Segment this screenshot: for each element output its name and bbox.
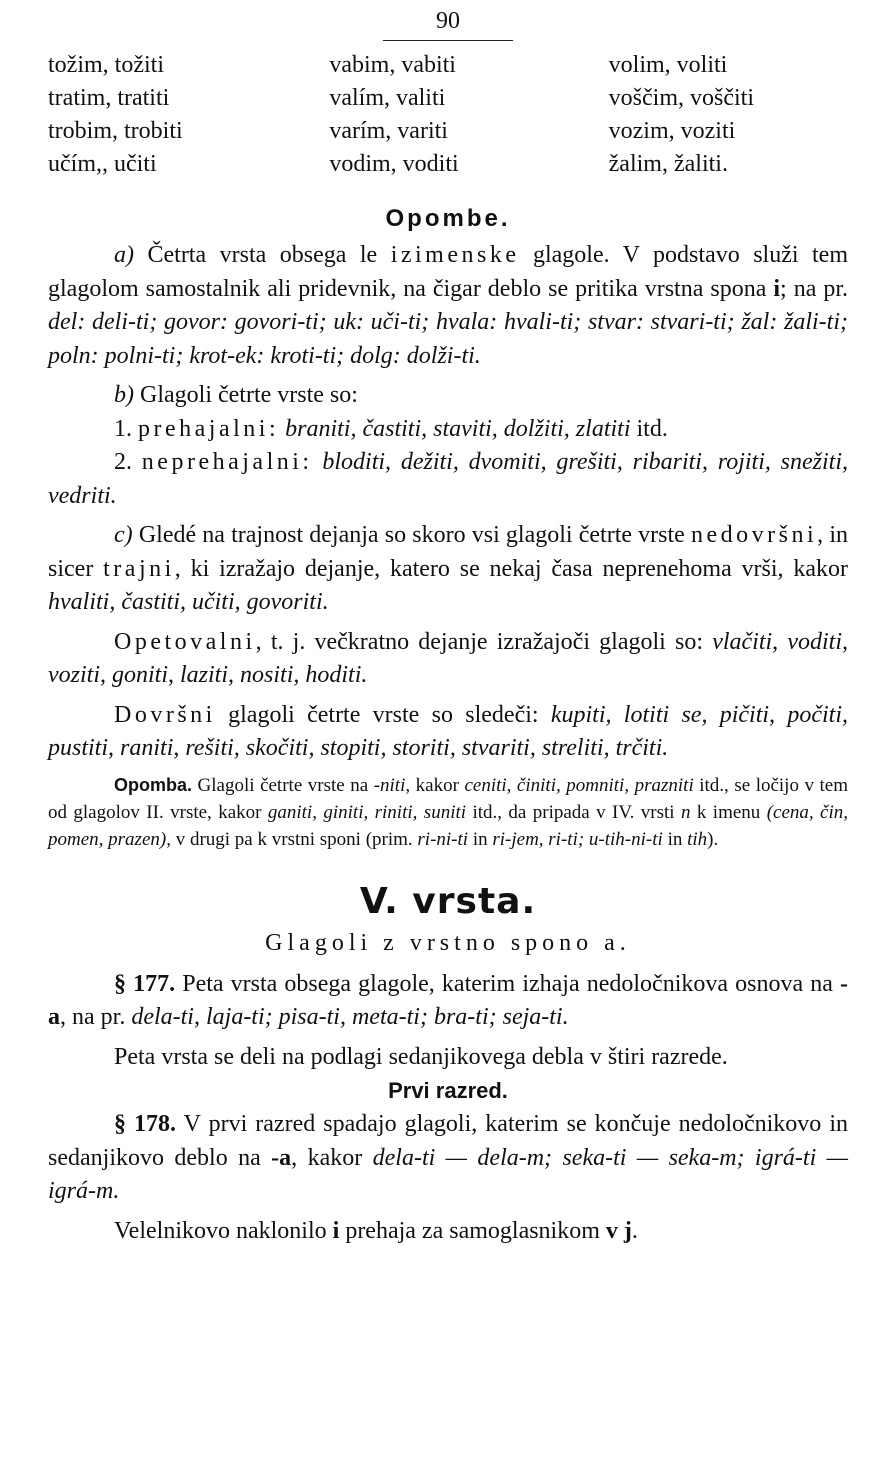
- paragraph-text: Velelnikovo naklonilo: [114, 1217, 327, 1244]
- word-entry: voščim, voščiti: [608, 85, 754, 111]
- paragraph-suffix: -a: [48, 970, 848, 1030]
- word-entry: tratim, tratiti: [48, 85, 170, 111]
- opetovalni-text: , t. j. večkratno dejanje izražajoči glagoli so:: [255, 628, 704, 655]
- small-note-text: in: [472, 828, 488, 850]
- note-b-text: Glagoli četrte vrste so:: [140, 382, 358, 408]
- word-entry: varím, variti: [329, 118, 448, 144]
- item-end: itd.: [636, 415, 668, 442]
- word-columns: [48, 49, 848, 181]
- notes-heading: Opombe.: [385, 205, 511, 232]
- page: [48, 6, 848, 1248]
- note-b-label: b): [114, 382, 134, 408]
- paragraph-text-2: , kakor: [291, 1144, 363, 1171]
- small-note-example: ganiti, giniti, riniti, suniti: [267, 801, 467, 823]
- dovrsni-examples: kupiti, lotiti se, pičiti, počiti, pustiti, raniti, rešiti, skočiti, stopiti, storiti, stvariti, streliti, trčiti.: [48, 701, 849, 761]
- small-note: [48, 772, 848, 853]
- word-entry: vabim, vabiti: [329, 52, 456, 78]
- note-a-text-2: glagole. V podstavo služi tem glagolom samostalnik ali pridevnik, na čigar deblo se pritika vrstna spona: [48, 242, 848, 302]
- note-c-term-1: nedovršni: [691, 522, 818, 548]
- dovrsni-paragraph: [48, 699, 848, 766]
- item-label: prehajalni:: [138, 415, 280, 442]
- small-note-text: itd., da pripada v IV. vrsti: [472, 801, 675, 823]
- note-a-term: izimenske: [390, 242, 520, 268]
- paragraph-number: § 177.: [114, 970, 176, 997]
- note-c-text: Gledé na trajnost dejanja so skoro vsi glagoli četrte vrste: [138, 522, 685, 548]
- note-b: [48, 379, 848, 413]
- note-a-spona: i: [773, 275, 781, 302]
- note-c-text-2: , in sicer: [48, 522, 849, 582]
- paragraph-text-2: prehaja za samoglasnikom: [345, 1217, 600, 1244]
- paragraph-text: V prvi razred spadajo glagoli, katerim se končuje nedoločnikovo in sedanjikovo deblo na: [48, 1111, 849, 1171]
- word-entry: učím,, učiti: [48, 151, 157, 177]
- small-note-text: itd., se ločijo v tem od glagolov II. vrste, kakor: [48, 774, 849, 823]
- paragraph-letter-i: i: [332, 1217, 340, 1244]
- note-a-text: Četrta vrsta obsega le: [147, 242, 378, 268]
- item-examples: bloditi, dežiti, dvomiti, grešiti, ribariti, rojiti, snežiti, vedriti.: [48, 449, 849, 509]
- paragraph-end: .: [631, 1217, 638, 1244]
- dovrsni-term: Dovršni: [114, 701, 216, 728]
- note-c-examples: hvaliti, častiti, učiti, govoriti.: [48, 589, 329, 615]
- paragraph-examples: dela-ti, laja-ti; pisa-ti, meta-ti; bra-ti; seja-ti.: [131, 1004, 569, 1030]
- word-entry: tožim, tožiti: [48, 52, 164, 78]
- opetovalni-paragraph: [48, 626, 848, 693]
- section-subtitle: Glagoli z vrstno spono a.: [265, 929, 631, 956]
- note-a-examples: del: deli-ti; govor: govori-ti; uk: uči-ti; hvala: hvali-ti; stvar: stvari-ti; žal: žali-ti; poln: polni-ti; krot-ek: kroti-ti; dolg: dolži-ti.: [48, 309, 848, 369]
- paragraph-letter-v: v: [605, 1217, 618, 1244]
- small-note-text: Glagoli četrte vrste na: [197, 774, 369, 796]
- small-note-text: ).: [707, 828, 719, 850]
- paragraph-177: [48, 968, 848, 1035]
- word-column-3: [569, 49, 848, 181]
- note-a-label: a): [114, 242, 134, 268]
- section-title: V. vrsta.: [359, 880, 537, 922]
- word-entry: žalim, žaliti.: [608, 151, 728, 177]
- opetovalni-term: Opetovalni: [114, 628, 256, 655]
- word-column-1: [48, 49, 287, 181]
- opetovalni-examples: vlačiti, voditi, voziti, goniti, laziti, nositi, hoditi.: [48, 628, 848, 688]
- paragraph-text: Peta vrsta obsega glagole, katerim izhaja nedoločnikova osnova na: [182, 970, 833, 997]
- small-note-example: (cena, čin, pomen, prazen),: [48, 801, 849, 850]
- word-entry: valím, valiti: [329, 85, 446, 111]
- small-note-example: -niti: [373, 774, 406, 796]
- small-note-example: n: [680, 801, 691, 823]
- paragraph-number: § 178.: [114, 1111, 177, 1137]
- note-c-term-2: trajni: [103, 555, 175, 582]
- small-note-text: v drugi pa k vrstni sponi (prim.: [175, 828, 413, 850]
- item-number: 2.: [114, 449, 132, 475]
- small-note-example: ceniti, činiti, pomniti, prazniti: [464, 774, 694, 796]
- small-note-text: k imenu: [696, 801, 761, 823]
- note-c-label: c): [114, 522, 133, 548]
- paragraph-suffix: -a: [271, 1144, 292, 1171]
- note-a: [48, 239, 848, 373]
- paragraph-177-b: Peta vrsta se deli na podlagi sedanjikovega debla v štiri razrede.: [114, 1043, 728, 1070]
- subheading: Prvi razred.: [388, 1078, 508, 1103]
- paragraph-178-b: [48, 1215, 848, 1249]
- paragraph-examples: dela-ti — dela-m; seka-ti — seka-m; igrá-ti — igrá-m.: [48, 1144, 849, 1204]
- word-column-2: [287, 49, 568, 181]
- dovrsni-text: glagoli četrte vrste so sledeči:: [228, 701, 539, 728]
- page-number-rule: [383, 40, 513, 41]
- small-note-text: , kakor: [405, 774, 459, 796]
- word-entry: vozim, voziti: [608, 118, 736, 144]
- note-c: [48, 519, 848, 620]
- paragraph-letter-j: j: [623, 1217, 632, 1244]
- small-note-text: in: [667, 828, 683, 850]
- word-entry: trobim, trobiti: [48, 118, 183, 144]
- note-a-text-3: ; na pr.: [780, 275, 849, 302]
- item-examples: braniti, častiti, staviti, dolžiti, zlatiti: [285, 415, 631, 442]
- page-number: 90: [436, 8, 460, 34]
- note-b-item-1: [48, 413, 848, 447]
- paragraph-text-2: , na pr.: [60, 1004, 126, 1030]
- item-number: 1.: [114, 415, 132, 442]
- note-c-text-3: , ki izražajo dejanje, katero se nekaj časa neprenehoma vrši, kakor: [174, 555, 849, 582]
- small-note-example: ri-jem, ri-ti; u-tih-ni-ti: [492, 828, 663, 850]
- small-note-label: Opomba.: [114, 774, 193, 795]
- small-note-example: tih: [687, 828, 708, 850]
- word-entry: volim, voliti: [608, 52, 728, 78]
- note-b-item-2: [48, 446, 848, 513]
- word-entry: vodim, voditi: [329, 151, 459, 177]
- paragraph-178: [48, 1108, 848, 1209]
- small-note-example: ri-ni-ti: [417, 828, 469, 850]
- item-label: neprehajalni:: [141, 449, 313, 475]
